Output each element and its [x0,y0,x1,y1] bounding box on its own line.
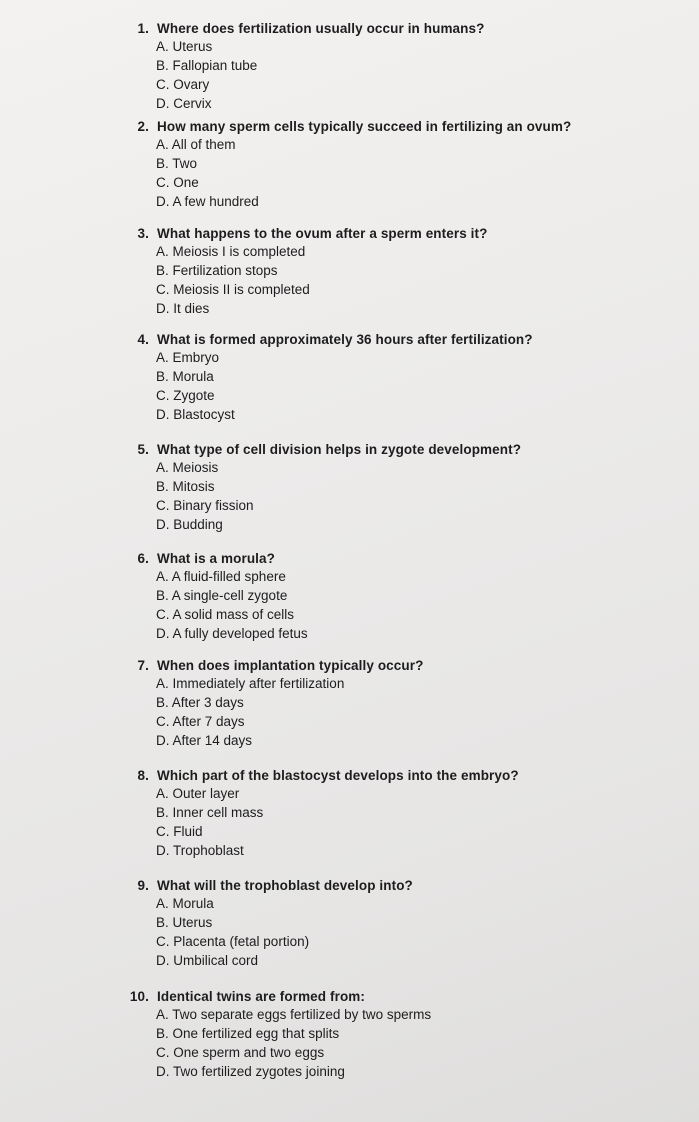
option-d: D. Blastocyst [156,407,235,422]
option-c: C. After 7 days [156,714,245,729]
question-text: When does implantation typically occur? [157,658,424,673]
option-d: D. After 14 days [156,733,253,748]
option-b: B. Mitosis [156,479,215,494]
option-a: A. Uterus [156,39,213,54]
question-number: 4. [137,332,149,347]
option-a: A. Outer layer [156,786,240,801]
question-number: 6. [137,551,149,566]
option-b: B. Fallopian tube [156,58,258,73]
question-text: Identical twins are formed from: [157,989,365,1004]
option-a: A. A fluid-filled sphere [156,569,286,584]
question-heading [122,20,682,37]
option-d: D. Budding [156,517,223,532]
question-text: What happens to the ovum after a sperm enters it? [157,226,488,241]
question-number: 1. [137,21,149,36]
option-b: B. One fertilized egg that splits [156,1026,340,1041]
option-c: C. Ovary [156,77,210,92]
question-text: What is formed approximately 36 hours after fertilization? [157,332,533,347]
question-heading [122,550,682,567]
option-d: D. It dies [156,301,210,316]
option-list [122,37,682,113]
question-heading [122,988,682,1005]
option-list [122,458,682,534]
question-heading [122,331,682,348]
question-number: 9. [137,878,149,893]
option-a: A. Morula [156,896,214,911]
question-4 [122,331,682,424]
question-number: 2. [137,119,149,134]
question-text: What will the trophoblast develop into? [157,878,413,893]
option-c: C. A solid mass of cells [156,607,295,622]
question-3 [122,225,682,318]
question-number: 10. [129,989,149,1004]
question-10 [122,988,682,1081]
option-list [122,567,682,643]
option-c: C. Binary fission [156,498,254,513]
option-b: B. A single-cell zygote [156,588,288,603]
question-number: 5. [137,442,149,457]
option-b: B. Fertilization stops [156,263,278,278]
option-a: A. Two separate eggs fertilized by two sperms [156,1007,432,1022]
question-2 [122,118,682,211]
option-c: C. Placenta (fetal portion) [156,934,310,949]
option-d: D. Trophoblast [156,843,244,858]
option-c: C. Fluid [156,824,203,839]
option-b: B. Two [156,156,198,171]
option-list [122,242,682,318]
question-text: Which part of the blastocyst develops into the embryo? [157,768,519,783]
option-d: D. Umbilical cord [156,953,259,968]
question-7 [122,657,682,750]
question-text: What type of cell division helps in zygote development? [157,442,522,457]
option-a: A. All of them [156,137,236,152]
question-heading [122,225,682,242]
option-c: C. Meiosis II is completed [156,282,310,297]
question-heading [122,877,682,894]
question-number: 7. [137,658,149,673]
question-text: What is a morula? [157,551,275,566]
option-list [122,135,682,211]
question-8 [122,767,682,860]
option-a: A. Meiosis [156,460,219,475]
question-number: 3. [137,226,149,241]
option-c: C. Zygote [156,388,215,403]
option-list [122,1005,682,1081]
option-d: D. Two fertilized zygotes joining [156,1064,345,1079]
option-d: D. Cervix [156,96,212,111]
question-number: 8. [137,768,149,783]
question-heading [122,441,682,458]
option-b: B. Inner cell mass [156,805,264,820]
option-list [122,894,682,970]
option-list [122,784,682,860]
question-text: Where does fertilization usually occur in humans? [157,21,485,36]
option-b: B. Morula [156,369,214,384]
option-d: D. A few hundred [156,194,259,209]
option-c: C. One sperm and two eggs [156,1045,325,1060]
question-1 [122,20,682,113]
option-b: B. After 3 days [156,695,244,710]
question-6 [122,550,682,643]
option-a: A. Immediately after fertilization [156,676,345,691]
option-a: A. Meiosis I is completed [156,244,306,259]
question-9 [122,877,682,970]
question-heading [122,118,682,135]
option-d: D. A fully developed fetus [156,626,308,641]
question-heading [122,767,682,784]
question-heading [122,657,682,674]
question-text: How many sperm cells typically succeed in fertilizing an ovum? [157,119,572,134]
question-5 [122,441,682,534]
option-c: C. One [156,175,199,190]
option-b: B. Uterus [156,915,213,930]
option-a: A. Embryo [156,350,220,365]
option-list [122,674,682,750]
option-list [122,348,682,424]
